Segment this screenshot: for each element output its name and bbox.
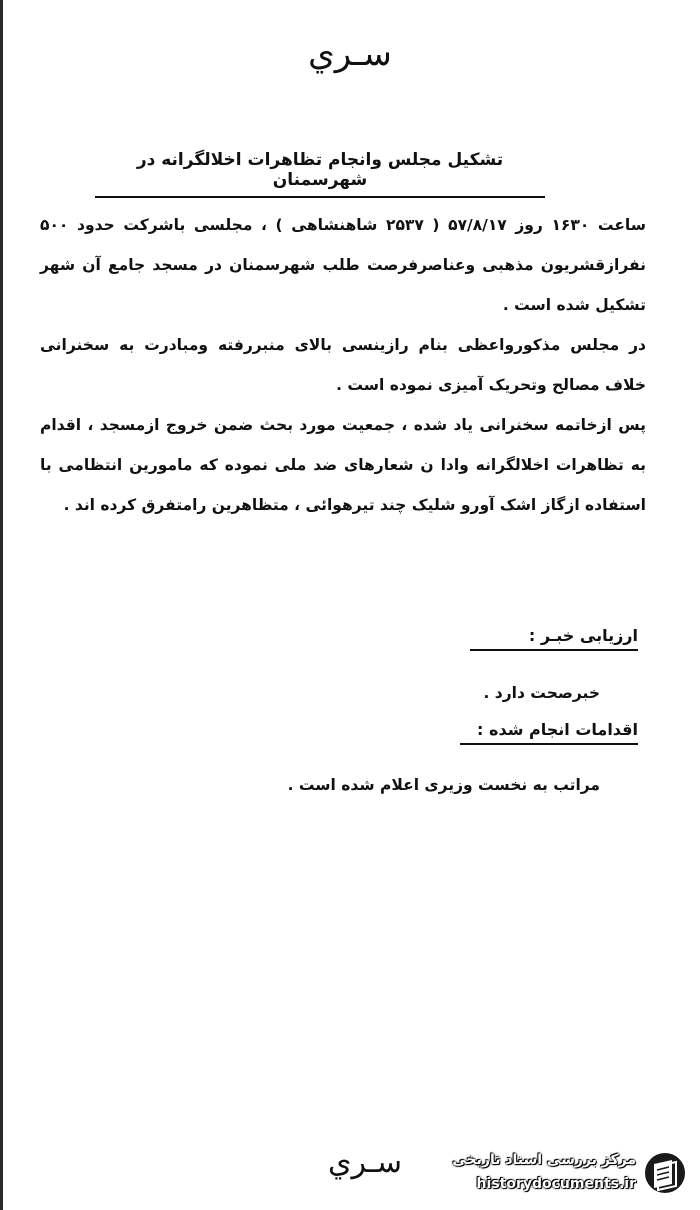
actions-heading: اقدامات انجام شده : xyxy=(460,720,638,745)
watermark xyxy=(430,1148,692,1202)
paragraph-3: پس ازخاتمه سخنرانی یاد شده ، جمعیت مورد بحث ضمن خروج ازمسجد ، اقدام به تظاهرات اخلالگرانه وادا ن شعارهای ضد ملی نموده که مامورین انتظامی با استفاده ازگاز اشک آورو شلیک چند تیرهوائی ، متظاهرین رامتفرق کرده اند . xyxy=(40,416,646,514)
document-body xyxy=(40,205,646,525)
watermark-name: مرکز بررسی اسناد تاریخی xyxy=(452,1152,636,1168)
assessment-text: خبرصحت دارد . xyxy=(483,684,600,702)
paragraph-2: در مجلس مذکورواعظی بنام رازینسی بالای منبررفته ومبادرت به سخنرانی خلاف مصالح وتحریک آمیزی نموده است . xyxy=(40,336,646,394)
document-title: تشکيل مجلس وانجام تظاهرات اخلالگرانه در شهرسمنان xyxy=(95,150,545,198)
watermark-site: historydocuments.ir xyxy=(476,1176,636,1192)
scan-edge xyxy=(0,0,3,1210)
classification-stamp-bottom: سـري xyxy=(328,1145,402,1180)
classification-stamp-top: سـري xyxy=(308,34,392,74)
paragraph-1: ساعت ۱۶۳۰ روز ۵۷/۸/۱۷ ( ۲۵۳۷ شاهنشاهی ) ، مجلسی باشرکت حدود ۵۰۰ نفرازقشریون مذهبی وعناصرفرصت طلب شهرسمنان در مسجد جامع آن شهر تشکیل شده است . xyxy=(40,216,646,314)
assessment-heading: ارزیابی خبـر : xyxy=(470,626,638,651)
archive-logo-icon xyxy=(642,1150,688,1196)
actions-text: مراتب به نخست وزیری اعلام شده است . xyxy=(287,776,600,794)
